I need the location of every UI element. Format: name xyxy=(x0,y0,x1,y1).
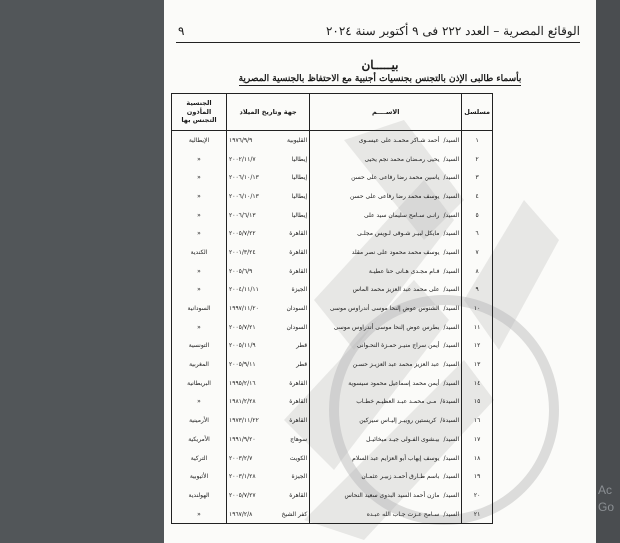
birth-place: الجيزة xyxy=(291,286,308,294)
birth-place: القاهرة xyxy=(289,398,308,406)
birth-date: ١٩٩١/٩/٢٠ xyxy=(229,435,256,443)
birth-date: ٢٠٠٥/٧/٢١ xyxy=(229,323,256,331)
applicant-name: ياسين محمد رضا رفاعى على حسن xyxy=(351,174,440,182)
birth-place: القاهرة xyxy=(289,379,308,387)
birth-date: ٢٠٠١/٣/٢٤ xyxy=(229,248,256,256)
applicant-name: أحمد شـاكر محمـد على عيسـوى xyxy=(358,136,440,144)
birth-place: إيطاليا xyxy=(291,211,308,219)
cell-seq: ٩ xyxy=(462,281,493,300)
cell-birth xyxy=(227,374,310,393)
cell-nationality: الأثيوبية xyxy=(172,467,227,486)
cell-seq: ٥ xyxy=(462,206,493,225)
cell-name xyxy=(310,337,462,356)
cell-birth xyxy=(227,411,310,430)
cell-seq: ١٠ xyxy=(462,299,493,318)
applicant-name: يوسف إيهاب أبو العزايم عبد السلام xyxy=(352,454,440,462)
table-header-row xyxy=(172,94,493,131)
document-subtitle: بأسماء طالبى الإذن بالتجنس بجنسيات أجنبية مع الاحتفاظ بالجنسية المصرية xyxy=(238,74,522,84)
name-prefix: السيد/ xyxy=(443,155,460,163)
name-prefix: السيد/ xyxy=(443,286,460,294)
applicant-name: يحيى رمـضان محمد نجم يحيى xyxy=(364,155,440,163)
name-prefix: السيد/ xyxy=(443,305,460,313)
name-prefix: السيد/ xyxy=(443,510,460,518)
cell-name xyxy=(310,411,462,430)
name-prefix: السيد/ xyxy=(443,248,460,256)
applicant-name: سـامح عـزت جـاب الله عبـده xyxy=(366,510,440,518)
birth-place: القليوبية xyxy=(287,136,308,144)
birth-date: ٢٠٠٣/٢/٧ xyxy=(229,454,253,462)
table-row xyxy=(172,467,493,486)
birth-date: ١٩٦٧/٢/٨ xyxy=(229,510,253,518)
cell-nationality: الإيطالية xyxy=(172,131,227,150)
birth-place: إيطاليا xyxy=(291,174,308,182)
cell-seq: ١٥ xyxy=(462,393,493,412)
table-row xyxy=(172,430,493,449)
table-row xyxy=(172,262,493,281)
table-body xyxy=(172,131,493,524)
cell-nationality: « xyxy=(172,318,227,337)
viewer-side-panel xyxy=(596,0,620,543)
birth-place: إيطاليا xyxy=(291,192,308,200)
birth-date: ٢٠٠٥/٩/١١ xyxy=(229,361,256,369)
applicant-name: بيـشوى الفـولى جيـد ميخائيـل xyxy=(366,435,440,443)
cell-name xyxy=(310,318,462,337)
page-header xyxy=(176,24,580,43)
name-prefix: السيد/ xyxy=(443,230,460,238)
applicant-name: مـى محمـد عبـد العظيـم خطـاب xyxy=(356,398,437,406)
cell-seq: ٢٠ xyxy=(462,486,493,505)
table-row xyxy=(172,337,493,356)
cell-nationality: « xyxy=(172,224,227,243)
cell-name xyxy=(310,168,462,187)
birth-place: الجيزة xyxy=(291,473,308,481)
cell-nationality: « xyxy=(172,262,227,281)
cell-seq: ١٩ xyxy=(462,467,493,486)
cell-seq: ١٨ xyxy=(462,449,493,468)
applicant-name: باسم طـارق أحمـد زبيـر عثمـان xyxy=(361,473,440,481)
name-prefix: السيد/ xyxy=(443,473,460,481)
cell-birth xyxy=(227,337,310,356)
applicants-table xyxy=(171,93,493,524)
cell-name xyxy=(310,467,462,486)
cell-nationality: الهولندية xyxy=(172,486,227,505)
birth-date: ٢٠٠٥/٧/٢٢ xyxy=(229,230,256,238)
birth-date: ٢٠٠٤/١١/١١ xyxy=(229,286,259,294)
cell-name xyxy=(310,355,462,374)
name-prefix: السيد/ xyxy=(443,323,460,331)
cell-name xyxy=(310,449,462,468)
cell-birth xyxy=(227,505,310,524)
cell-nationality: « xyxy=(172,150,227,169)
birth-place: الكويت xyxy=(289,454,308,462)
applicant-name: بطرس عوض إلنحا موسى أندراوس موسى xyxy=(333,323,440,331)
table-row xyxy=(172,505,493,524)
header-name: الاســــم xyxy=(310,94,462,131)
birth-date: ١٩٨١/٢/٢٨ xyxy=(229,398,256,406)
birth-place: السودان xyxy=(286,323,308,331)
applicant-name: مازن أحمد السيد البدوى سعيد النحاس xyxy=(344,491,440,499)
document-title: بيـــــان xyxy=(361,58,399,72)
cell-nationality: « xyxy=(172,168,227,187)
cell-nationality: التركية xyxy=(172,449,227,468)
table-row xyxy=(172,355,493,374)
table-row xyxy=(172,318,493,337)
name-prefix: السيدة/ xyxy=(440,417,460,425)
activation-overlay-line1: Ac xyxy=(598,483,613,497)
cell-seq: ١٦ xyxy=(462,411,493,430)
table-row xyxy=(172,299,493,318)
cell-birth xyxy=(227,243,310,262)
cell-nationality: « xyxy=(172,206,227,225)
name-prefix: السيد/ xyxy=(443,379,460,387)
cell-seq: ٦ xyxy=(462,224,493,243)
cell-birth xyxy=(227,299,310,318)
name-prefix: السيد/ xyxy=(443,267,460,275)
table-row xyxy=(172,393,493,412)
cell-name xyxy=(310,486,462,505)
cell-birth xyxy=(227,486,310,505)
cell-seq: ١٣ xyxy=(462,355,493,374)
table-row xyxy=(172,411,493,430)
cell-name xyxy=(310,299,462,318)
table-row xyxy=(172,374,493,393)
cell-birth xyxy=(227,393,310,412)
cell-birth xyxy=(227,355,310,374)
cell-seq: ١٤ xyxy=(462,374,493,393)
cell-name xyxy=(310,206,462,225)
birth-place: القاهرة xyxy=(289,248,308,256)
cell-seq: ٢ xyxy=(462,150,493,169)
cell-name xyxy=(310,393,462,412)
birth-place: كفر الشيخ xyxy=(281,510,308,518)
cell-seq: ٤ xyxy=(462,187,493,206)
cell-name xyxy=(310,150,462,169)
birth-place: إيطاليا xyxy=(291,155,308,163)
cell-seq: ٢١ xyxy=(462,505,493,524)
cell-name xyxy=(310,224,462,243)
cell-birth xyxy=(227,187,310,206)
cell-name xyxy=(310,281,462,300)
cell-birth xyxy=(227,131,310,150)
applicant-name: عبد العزيز محمد عبد العزيـز حسـن xyxy=(352,361,440,369)
name-prefix: السيد/ xyxy=(443,174,460,182)
document-page xyxy=(164,0,596,543)
cell-name xyxy=(310,131,462,150)
table-row xyxy=(172,168,493,187)
applicant-name: على محمد عبد العزيز محمد الماس xyxy=(352,286,440,294)
cell-seq: ١٢ xyxy=(462,337,493,356)
applicant-name: الشنوس عوض إلنحا موسى أندراوس موسى xyxy=(329,305,440,313)
applicant-name: كريستين رويبـر إليـاس سيركين xyxy=(359,417,437,425)
birth-date: ١٩٩٥/٢/١٦ xyxy=(229,379,256,387)
birth-place: القاهرة xyxy=(289,491,308,499)
applicant-name: أيمن محمد إسماعيل محمود سيسوية xyxy=(348,379,440,387)
table-row xyxy=(172,486,493,505)
birth-date: ٢٠٠٢/١١/٧ xyxy=(229,155,256,163)
birth-date: ٢٠٠٦/١٠/١٣ xyxy=(229,174,259,182)
activation-overlay-line2: Go xyxy=(598,500,615,514)
cell-nationality: البريطانية xyxy=(172,374,227,393)
name-prefix: السيد/ xyxy=(443,454,460,462)
birth-date: ٢٠٠٣/١/٢٨ xyxy=(229,473,256,481)
name-prefix: السيد/ xyxy=(443,211,460,219)
cell-nationality: التونسية xyxy=(172,337,227,356)
birth-date: ١٩٧٦/٩/٩ xyxy=(229,136,253,144)
table-row xyxy=(172,449,493,468)
cell-seq: ١ xyxy=(462,131,493,150)
birth-place: سوهاج xyxy=(290,435,308,443)
applicant-name: يوسف محمد محمود على نصر مقلد xyxy=(351,248,440,256)
cell-birth xyxy=(227,467,310,486)
cell-birth xyxy=(227,150,310,169)
birth-date: ٢٠٠٦/٦/١٣ xyxy=(229,211,256,219)
publication-issue: الوقائع المصرية – العدد ٢٢٢ فى ٩ أكتوبر سنة ٢٠٢٤ xyxy=(325,24,580,38)
cell-birth xyxy=(227,430,310,449)
cell-birth xyxy=(227,206,310,225)
cell-nationality: « xyxy=(172,281,227,300)
cell-birth xyxy=(227,281,310,300)
header-seq: مسلسل xyxy=(462,94,493,131)
cell-seq: ٧ xyxy=(462,243,493,262)
birth-date: ١٩٧٣/١١/٢٢ xyxy=(229,417,259,425)
name-prefix: السيد/ xyxy=(443,342,460,350)
cell-nationality: « xyxy=(172,505,227,524)
cell-name xyxy=(310,430,462,449)
cell-nationality: الأمريكية xyxy=(172,430,227,449)
table-row xyxy=(172,281,493,300)
cell-name xyxy=(310,262,462,281)
birth-place: القاهرة xyxy=(289,417,308,425)
cell-nationality: « xyxy=(172,187,227,206)
cell-birth xyxy=(227,224,310,243)
birth-place: قطر xyxy=(296,361,308,369)
cell-seq: ١٧ xyxy=(462,430,493,449)
name-prefix: السيد/ xyxy=(443,192,460,200)
header-nationality: الجنسية المأذون التجنس بها xyxy=(172,94,227,131)
applicant-name: أيمن سراج منيـر حمـزة النحـوانى xyxy=(356,342,440,350)
birth-date: ٢٠٠٥/١١/٩ xyxy=(229,342,256,350)
birth-place: القاهرة xyxy=(289,267,308,275)
table-row xyxy=(172,224,493,243)
birth-date: ١٩٩٧/١١/٢٠ xyxy=(229,305,259,313)
page-number: ٩ xyxy=(178,24,185,38)
table-row xyxy=(172,243,493,262)
cell-seq: ١١ xyxy=(462,318,493,337)
header-birth: جهة وتاريخ الميلاد xyxy=(227,94,310,131)
applicant-name: رانـى سـامح سليمان سيد على xyxy=(364,211,440,219)
name-prefix: السيد/ xyxy=(443,435,460,443)
cell-name xyxy=(310,243,462,262)
cell-birth xyxy=(227,262,310,281)
cell-nationality: المغربية xyxy=(172,355,227,374)
cell-name xyxy=(310,187,462,206)
birth-place: السودان xyxy=(286,305,308,313)
table-row xyxy=(172,150,493,169)
birth-date: ٢٠٠٥/٧/٢٧ xyxy=(229,491,256,499)
cell-birth xyxy=(227,449,310,468)
cell-name xyxy=(310,505,462,524)
table-row xyxy=(172,187,493,206)
applicant-name: يوسف محمد رضا رفاعى على حسن xyxy=(349,192,440,200)
table-row xyxy=(172,206,493,225)
cell-birth xyxy=(227,318,310,337)
birth-date: ٢٠٠٦/١٠/١٣ xyxy=(229,192,259,200)
name-prefix: السيد/ xyxy=(443,361,460,369)
name-prefix: السيدة/ xyxy=(440,398,460,406)
name-prefix: السيد/ xyxy=(443,136,460,144)
cell-nationality: الأرمينية xyxy=(172,411,227,430)
birth-place: قطر xyxy=(296,342,308,350)
cell-seq: ٣ xyxy=(462,168,493,187)
cell-seq: ٨ xyxy=(462,262,493,281)
cell-name xyxy=(310,374,462,393)
table-row xyxy=(172,131,493,150)
cell-nationality: الكندية xyxy=(172,243,227,262)
birth-place: القاهرة xyxy=(289,230,308,238)
applicant-name: فـام مجـدى هـانى حنا عطيـة xyxy=(368,267,440,275)
applicant-name: مايكل لبيـر شـوقى لـويس مجلـى xyxy=(357,230,440,238)
birth-date: ٢٠٠٥/٦/٩ xyxy=(229,267,253,275)
cell-nationality: السودانية xyxy=(172,299,227,318)
cell-birth xyxy=(227,168,310,187)
cell-nationality: « xyxy=(172,393,227,412)
name-prefix: السيد/ xyxy=(443,491,460,499)
